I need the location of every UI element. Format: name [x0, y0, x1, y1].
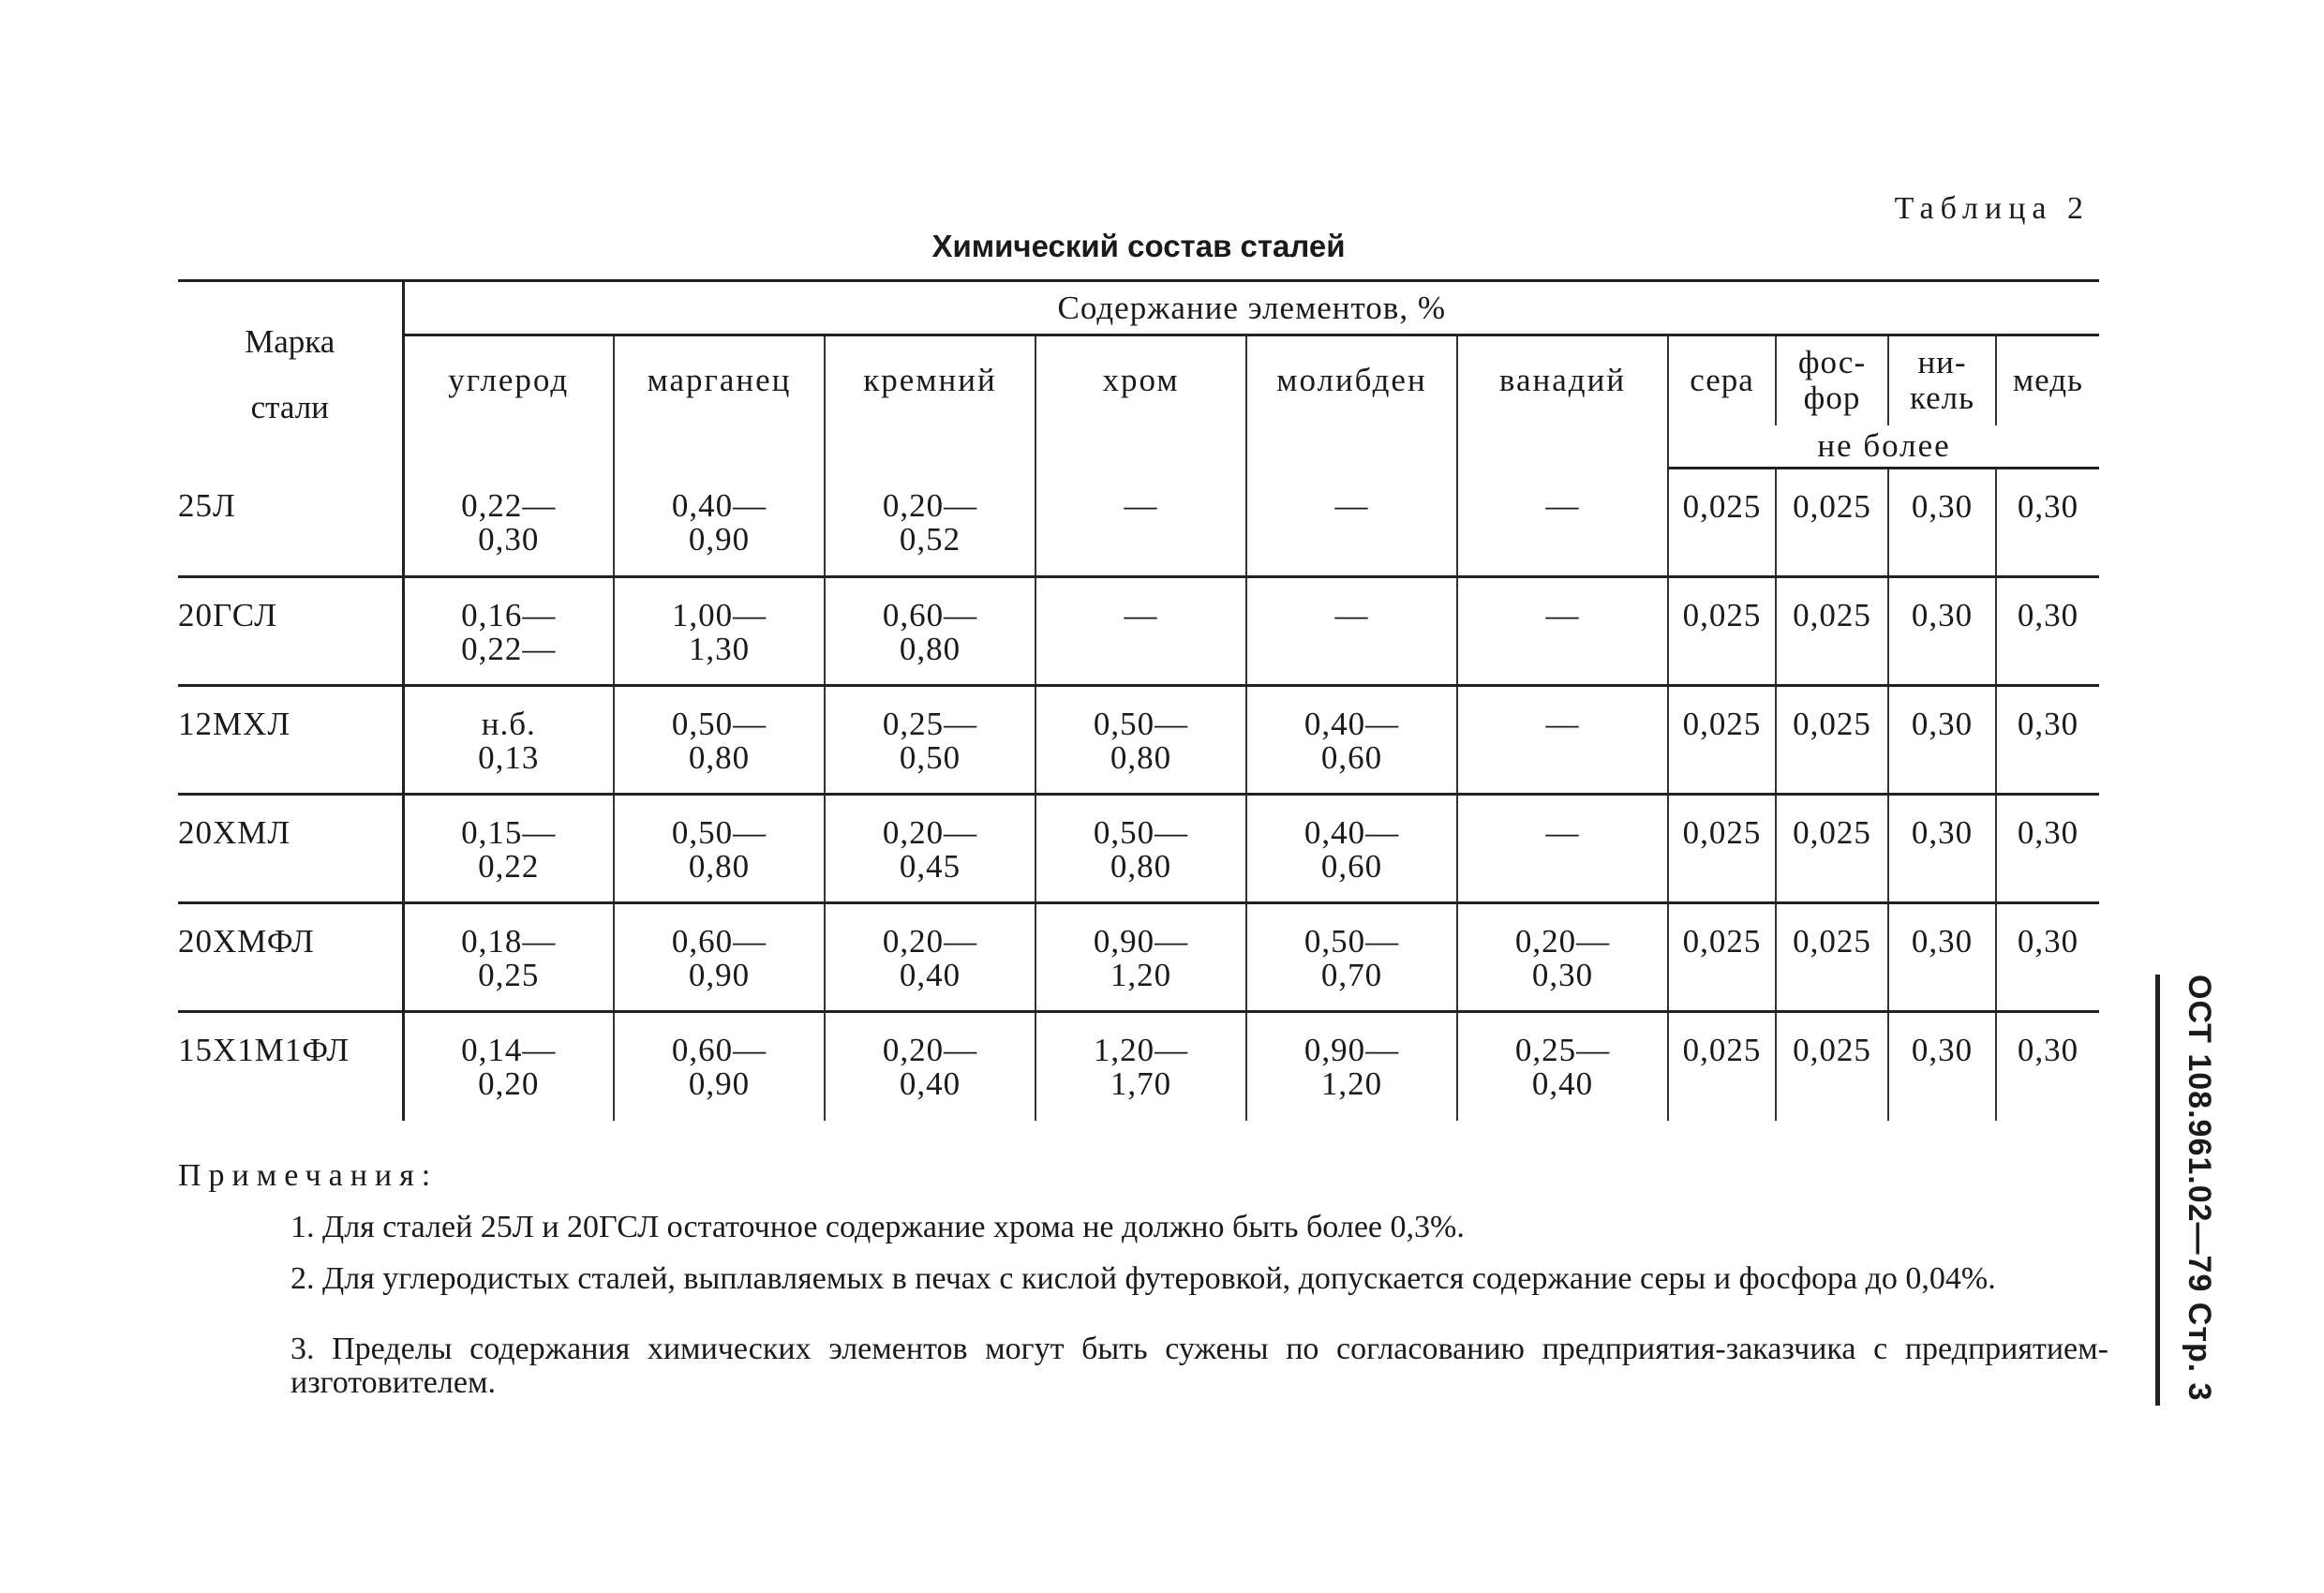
note-3: 3. Пределы содержания химических элементов могут быть сужены по согласованию предприятия-заказчика с предприятием-изготовителем.: [290, 1332, 2108, 1400]
grade-cell: 20ХМЛ: [178, 795, 403, 903]
value-cell: 0,60— 0,90: [614, 1012, 825, 1121]
value-cell: 0,20— 0,45: [825, 795, 1035, 903]
value-cell: 0,025: [1776, 903, 1888, 1012]
table-row: [178, 795, 2099, 903]
spacer-cell: [1035, 425, 1246, 469]
value-cell: 0,50— 0,80: [1035, 795, 1246, 903]
spacer-cell: [614, 425, 825, 469]
spacer-cell: [825, 425, 1035, 469]
column-header: кремний: [825, 335, 1035, 425]
side-stamp-text: ОСТ 108.961.02—79 Стр. 3: [2182, 975, 2217, 1402]
value-cell: 0,025: [1668, 577, 1776, 686]
value-cell: н.б. 0,13: [403, 686, 614, 795]
value-cell: 0,50— 0,80: [614, 795, 825, 903]
value-cell: —: [1246, 577, 1457, 686]
content-group-header: Содержание элементов, %: [403, 281, 2099, 335]
value-cell: 0,30: [1888, 1012, 1996, 1121]
value-cell: 0,30: [1888, 469, 1996, 577]
table-row: [178, 1012, 2099, 1121]
grade-cell: 12МХЛ: [178, 686, 403, 795]
value-cell: 0,50— 0,80: [1035, 686, 1246, 795]
value-cell: 0,025: [1776, 1012, 1888, 1121]
table-row: [178, 686, 2099, 795]
value-cell: 0,30: [2017, 488, 2079, 525]
value-cell: 0,025: [1668, 795, 1776, 903]
value-cell: —: [1457, 577, 1668, 686]
value-cell: 0,60— 0,80: [825, 577, 1035, 686]
table-row: [178, 903, 2099, 1012]
value-cell: 0,22— 0,30: [403, 469, 614, 577]
value-cell: —: [1035, 577, 1246, 686]
value-cell: 1,20— 1,70: [1035, 1012, 1246, 1121]
value-cell: 0,025: [1776, 469, 1888, 577]
value-cell: —: [1035, 469, 1246, 577]
value-cell: 0,90— 1,20: [1246, 1012, 1457, 1121]
column-header: медь: [2013, 362, 2084, 399]
note-2-text: 2. Для углеродистых сталей, выплавляемых в печах с кислой футеровкой, допускается содержание серы и фосфора до 0,04%.: [290, 1261, 1996, 1296]
grade-cell: 25Л: [178, 469, 403, 577]
value-cell: 0,30: [1996, 903, 2099, 1012]
value-cell: —: [1457, 795, 1668, 903]
value-cell: 0,20— 0,40: [825, 903, 1035, 1012]
value-cell: 0,40— 0,90: [614, 469, 825, 577]
value-cell: 0,20— 0,40: [825, 1012, 1035, 1121]
value-cell: 0,025: [1776, 577, 1888, 686]
value-cell: 0,30: [1996, 1012, 2099, 1121]
value-cell: 0,20— 0,52: [825, 469, 1035, 577]
value-cell: —: [1457, 469, 1668, 577]
value-cell: 0,30: [1996, 577, 2099, 686]
table-label: Таблица 2: [1894, 191, 2090, 226]
value-cell: 0,30: [1888, 795, 1996, 903]
column-header: молибден: [1246, 335, 1457, 425]
value-cell: 0,025: [1776, 795, 1888, 903]
value-cell: —: [1246, 469, 1457, 577]
spacer-cell: [1246, 425, 1457, 469]
value-cell: 0,15— 0,22: [403, 795, 614, 903]
column-header: сера: [1668, 335, 1776, 425]
spacer-cell: [1457, 425, 1668, 469]
value-cell: 0,025: [1668, 686, 1776, 795]
value-cell: 0,30: [1888, 903, 1996, 1012]
grade-cell: 15Х1М1ФЛ: [178, 1012, 403, 1121]
value-cell: 0,025: [1776, 686, 1888, 795]
column-header: марганец: [614, 335, 825, 425]
grade-cell: 20ГСЛ: [178, 577, 403, 686]
value-cell: 0,20— 0,30: [1457, 903, 1668, 1012]
value-cell: 0,30: [1996, 686, 2099, 795]
value-cell: —: [1457, 686, 1668, 795]
side-stamp: [2155, 975, 2235, 1406]
value-cell: 0,40— 0,60: [1246, 795, 1457, 903]
value-cell: 0,25— 0,50: [825, 686, 1035, 795]
note-2: [290, 1262, 2108, 1296]
table-row: [178, 469, 2099, 577]
value-cell: 0,30: [1888, 686, 1996, 795]
column-header: углерод: [403, 335, 614, 425]
value-cell: 1,00— 1,30: [614, 577, 825, 686]
marka-header: Марка стали: [178, 281, 403, 469]
composition-table: [178, 279, 2099, 1121]
column-header: хром: [1035, 335, 1246, 425]
spacer-cell: [403, 425, 614, 469]
value-cell: 0,60— 0,90: [614, 903, 825, 1012]
value-cell: 0,40— 0,60: [1246, 686, 1457, 795]
value-cell: 0,90— 1,20: [1035, 903, 1246, 1012]
column-header: фос- фор: [1776, 335, 1888, 425]
table-title: Химический состав сталей: [931, 229, 1346, 263]
not-more-subheader: не более: [1668, 425, 2099, 469]
column-header: ни- кель: [1888, 335, 1996, 425]
column-header: ванадий: [1457, 335, 1668, 425]
value-cell: 0,025: [1668, 1012, 1776, 1121]
value-cell: 0,25— 0,40: [1457, 1012, 1668, 1121]
notes-title: Примечания:: [178, 1158, 439, 1193]
value-cell: 0,025: [1668, 469, 1776, 577]
note-1: 1. Для сталей 25Л и 20ГСЛ остаточное содержание хрома не должно быть более 0,3%.: [290, 1210, 1465, 1244]
value-cell: 0,50— 0,80: [614, 686, 825, 795]
table-row: [178, 577, 2099, 686]
value-cell: 0,30: [1888, 577, 1996, 686]
grade-cell: 20ХМФЛ: [178, 903, 403, 1012]
value-cell: 0,30: [1996, 795, 2099, 903]
value-cell: 0,14— 0,20: [403, 1012, 614, 1121]
value-cell: 0,18— 0,25: [403, 903, 614, 1012]
value-cell: 0,16— 0,22—: [403, 577, 614, 686]
value-cell: 0,025: [1668, 903, 1776, 1012]
value-cell: 0,50— 0,70: [1246, 903, 1457, 1012]
